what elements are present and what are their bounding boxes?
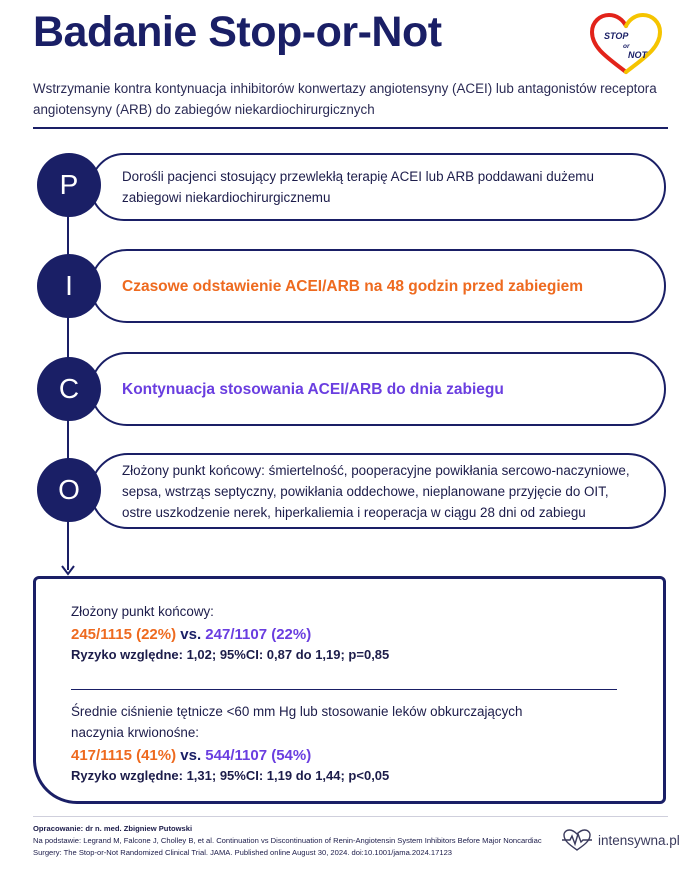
primary-vs: vs. [180,626,202,643]
secondary-vs: vs. [180,747,202,764]
secondary-outcome-result [71,701,571,783]
logo-text-or: or [623,43,630,50]
intervention-text: Czasowe odstawienie ACEI/ARB na 48 godzin przed zabiegiem [122,277,584,295]
secondary-continue-value: 544/1107 (54%) [205,747,312,764]
pico-card-population [90,153,666,221]
subtitle: Wstrzymanie kontra kontynuacja inhibitorów konwertazy angiotensyny (ACEI) lub antagonistów receptora angiotensyny (ARB) do zabiegów niekardiochirurgicznych [33,81,657,117]
stop-or-not-heart-logo [588,12,664,76]
secondary-relative-risk: Ryzyko względne: 1,31; 95%CI: 1,19 do 1,44; p<0,05 [71,768,390,783]
secondary-outcome-label: Średnie ciśnienie tętnicze <60 mm Hg lub stosowanie leków obkurczających naczynia krwionośne: [71,704,523,740]
primary-continue-value: 247/1107 (22%) [205,626,312,643]
page-title: Badanie Stop-or-Not [33,8,442,56]
pico-card-comparison [90,352,666,426]
outcome-text: Złożony punkt końcowy: śmiertelność, pooperacyjne powikłania sercowo-naczyniowe, sepsa, wstrząs septyczny, powikłania oddechowe, nieplanowane przyjęcie do OIT, ostre uszkodzenie nerek, hiperkaliemia i reoperacja w ciągu 28 dni od zabiegu [122,462,630,520]
pico-letter-p: P [37,153,101,217]
primary-outcome-label: Złożony punkt końcowy: [71,604,214,619]
results-box [33,576,666,804]
primary-relative-risk: Ryzyko względne: 1,02; 95%CI: 0,87 do 1,19; p=0,85 [71,647,390,662]
comparison-text: Kontynuacja stosowania ACEI/ARB do dnia zabiegu [122,380,504,398]
population-text: Dorośli pacjenci stosujący przewlekłą terapię ACEI lub ARB poddawani dużemu zabiegowi niekardiochirurgicznemu [122,169,594,205]
primary-stop-value: 245/1115 (22%) [71,626,177,643]
pico-letter-i: I [37,254,101,318]
pico-card-outcome [90,453,666,529]
footer-reference: Na podstawie: Legrand M, Falcone J, Cholley B, et al. Continuation vs Discontinuation of Renin-Angiotensin System Inhibitors Before Major Noncardiac Surgery: The Stop-or-Not Randomized Clinical Trial. JAMA. Published online August 30, 2024. doi:10.1001/jama.2024.17123 [33,836,542,857]
brand-link[interactable] [562,828,680,852]
logo-text-not: NOT [628,50,647,60]
arrow-down-icon [60,563,76,577]
footer-credits [33,823,553,859]
footer-divider [33,816,668,817]
header-divider [33,127,668,129]
primary-outcome-numbers [71,626,389,643]
footer-author: Opracowanie: dr n. med. Zbigniew Putowski [33,824,193,833]
secondary-outcome-numbers [71,747,571,764]
logo-text-stop: STOP [604,31,629,41]
heartbeat-heart-icon [562,828,592,852]
results-divider [71,689,617,690]
pico-card-intervention [90,249,666,323]
secondary-stop-value: 417/1115 (41%) [71,747,177,764]
pico-letter-o: O [37,458,101,522]
brand-name: intensywna.pl [598,832,680,848]
primary-outcome-result [71,601,389,662]
pico-letter-c: C [37,357,101,421]
